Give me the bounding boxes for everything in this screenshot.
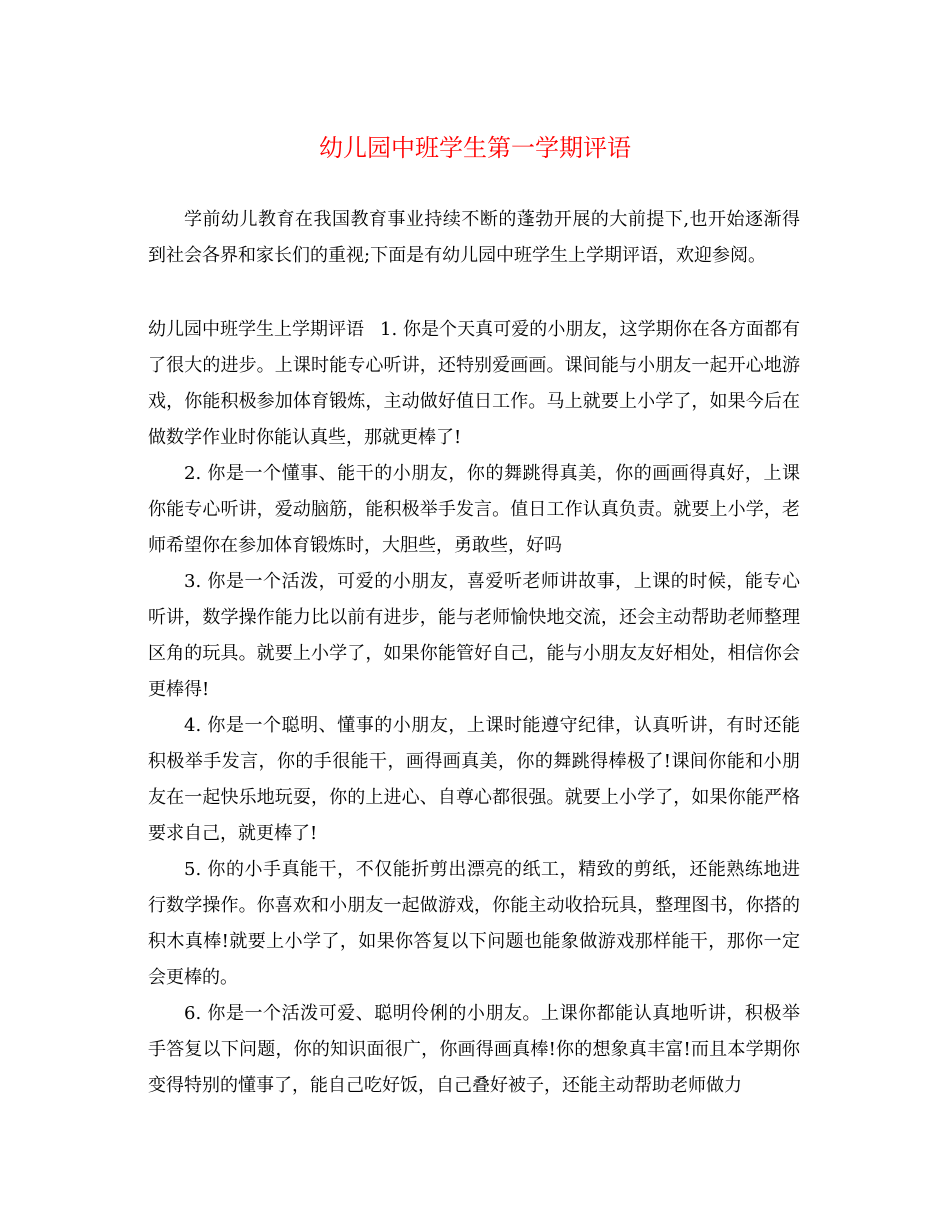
comment-paragraph-6: 6. 你是一个活泼可爱、聪明伶俐的小朋友。上课你都能认真地听讲，积极举手答复以下问题，你的知识面很广，你画得画真棒!你的想象真丰富!而且本学期你变得特别的懂事了，能自己吃好饭，自己叠好被子，还能主动帮助老师做力	[148, 1003, 800, 1096]
section-heading: 幼儿园中班学生上学期评语	[148, 319, 364, 340]
comment-paragraph-1	[148, 312, 800, 456]
comment-paragraph-5: 5. 你的小手真能干，不仅能折剪出漂亮的纸工，精致的剪纸，还能熟练地进行数学操作。你喜欢和小朋友一起做游戏，你能主动收拾玩具，整理图书，你搭的积木真棒!就要上小学了，如果你答复以下问题也能象做游戏那样能干，那你一定会更棒的。	[148, 859, 800, 988]
comment-paragraph-3: 3. 你是一个活泼，可爱的小朋友，喜爱听老师讲故事，上课的时候，能专心听讲，数学操作能力比以前有进步，能与老师愉快地交流，还会主动帮助老师整理区角的玩具。就要上小学了，如果你能管好自己，能与小朋友友好相处，相信你会更棒得!	[148, 571, 800, 700]
comment-paragraph-2: 2. 你是一个懂事、能干的小朋友，你的舞跳得真美，你的画画得真好，上课你能专心听讲，爱动脑筋，能积极举手发言。值日工作认真负责。就要上小学，老师希望你在参加体育锻炼时，大胆些，勇敢些，好吗	[148, 463, 800, 556]
comment-paragraph-4: 4. 你是一个聪明、懂事的小朋友，上课时能遵守纪律，认真听讲，有时还能积极举手发言，你的手很能干，画得画真美，你的舞跳得棒极了!课间你能和小朋友在一起快乐地玩耍，你的上进心、自尊心都很强。就要上小学了，如果你能严格要求自己，就更棒了!	[148, 715, 800, 844]
intro-paragraph: 学前幼儿教育在我国教育事业持续不断的蓬勃开展的大前提下,也开始逐渐得到社会各界和家长们的重视;下面是有幼儿园中班学生上学期评语，欢迎参阅。	[148, 209, 800, 266]
document-title: 幼儿园中班学生第一学期评语	[319, 134, 631, 162]
comment-text-1: 1. 你是个天真可爱的小朋友，这学期你在各方面都有了很大的进步。上课时能专心听讲，还特别爱画画。课间能与小朋友一起开心地游戏，你能积极参加体育锻炼，主动做好值日工作。马上就要上小学了，如果今后在做数学作业时你能认真些，那就更棒了!	[148, 319, 800, 448]
